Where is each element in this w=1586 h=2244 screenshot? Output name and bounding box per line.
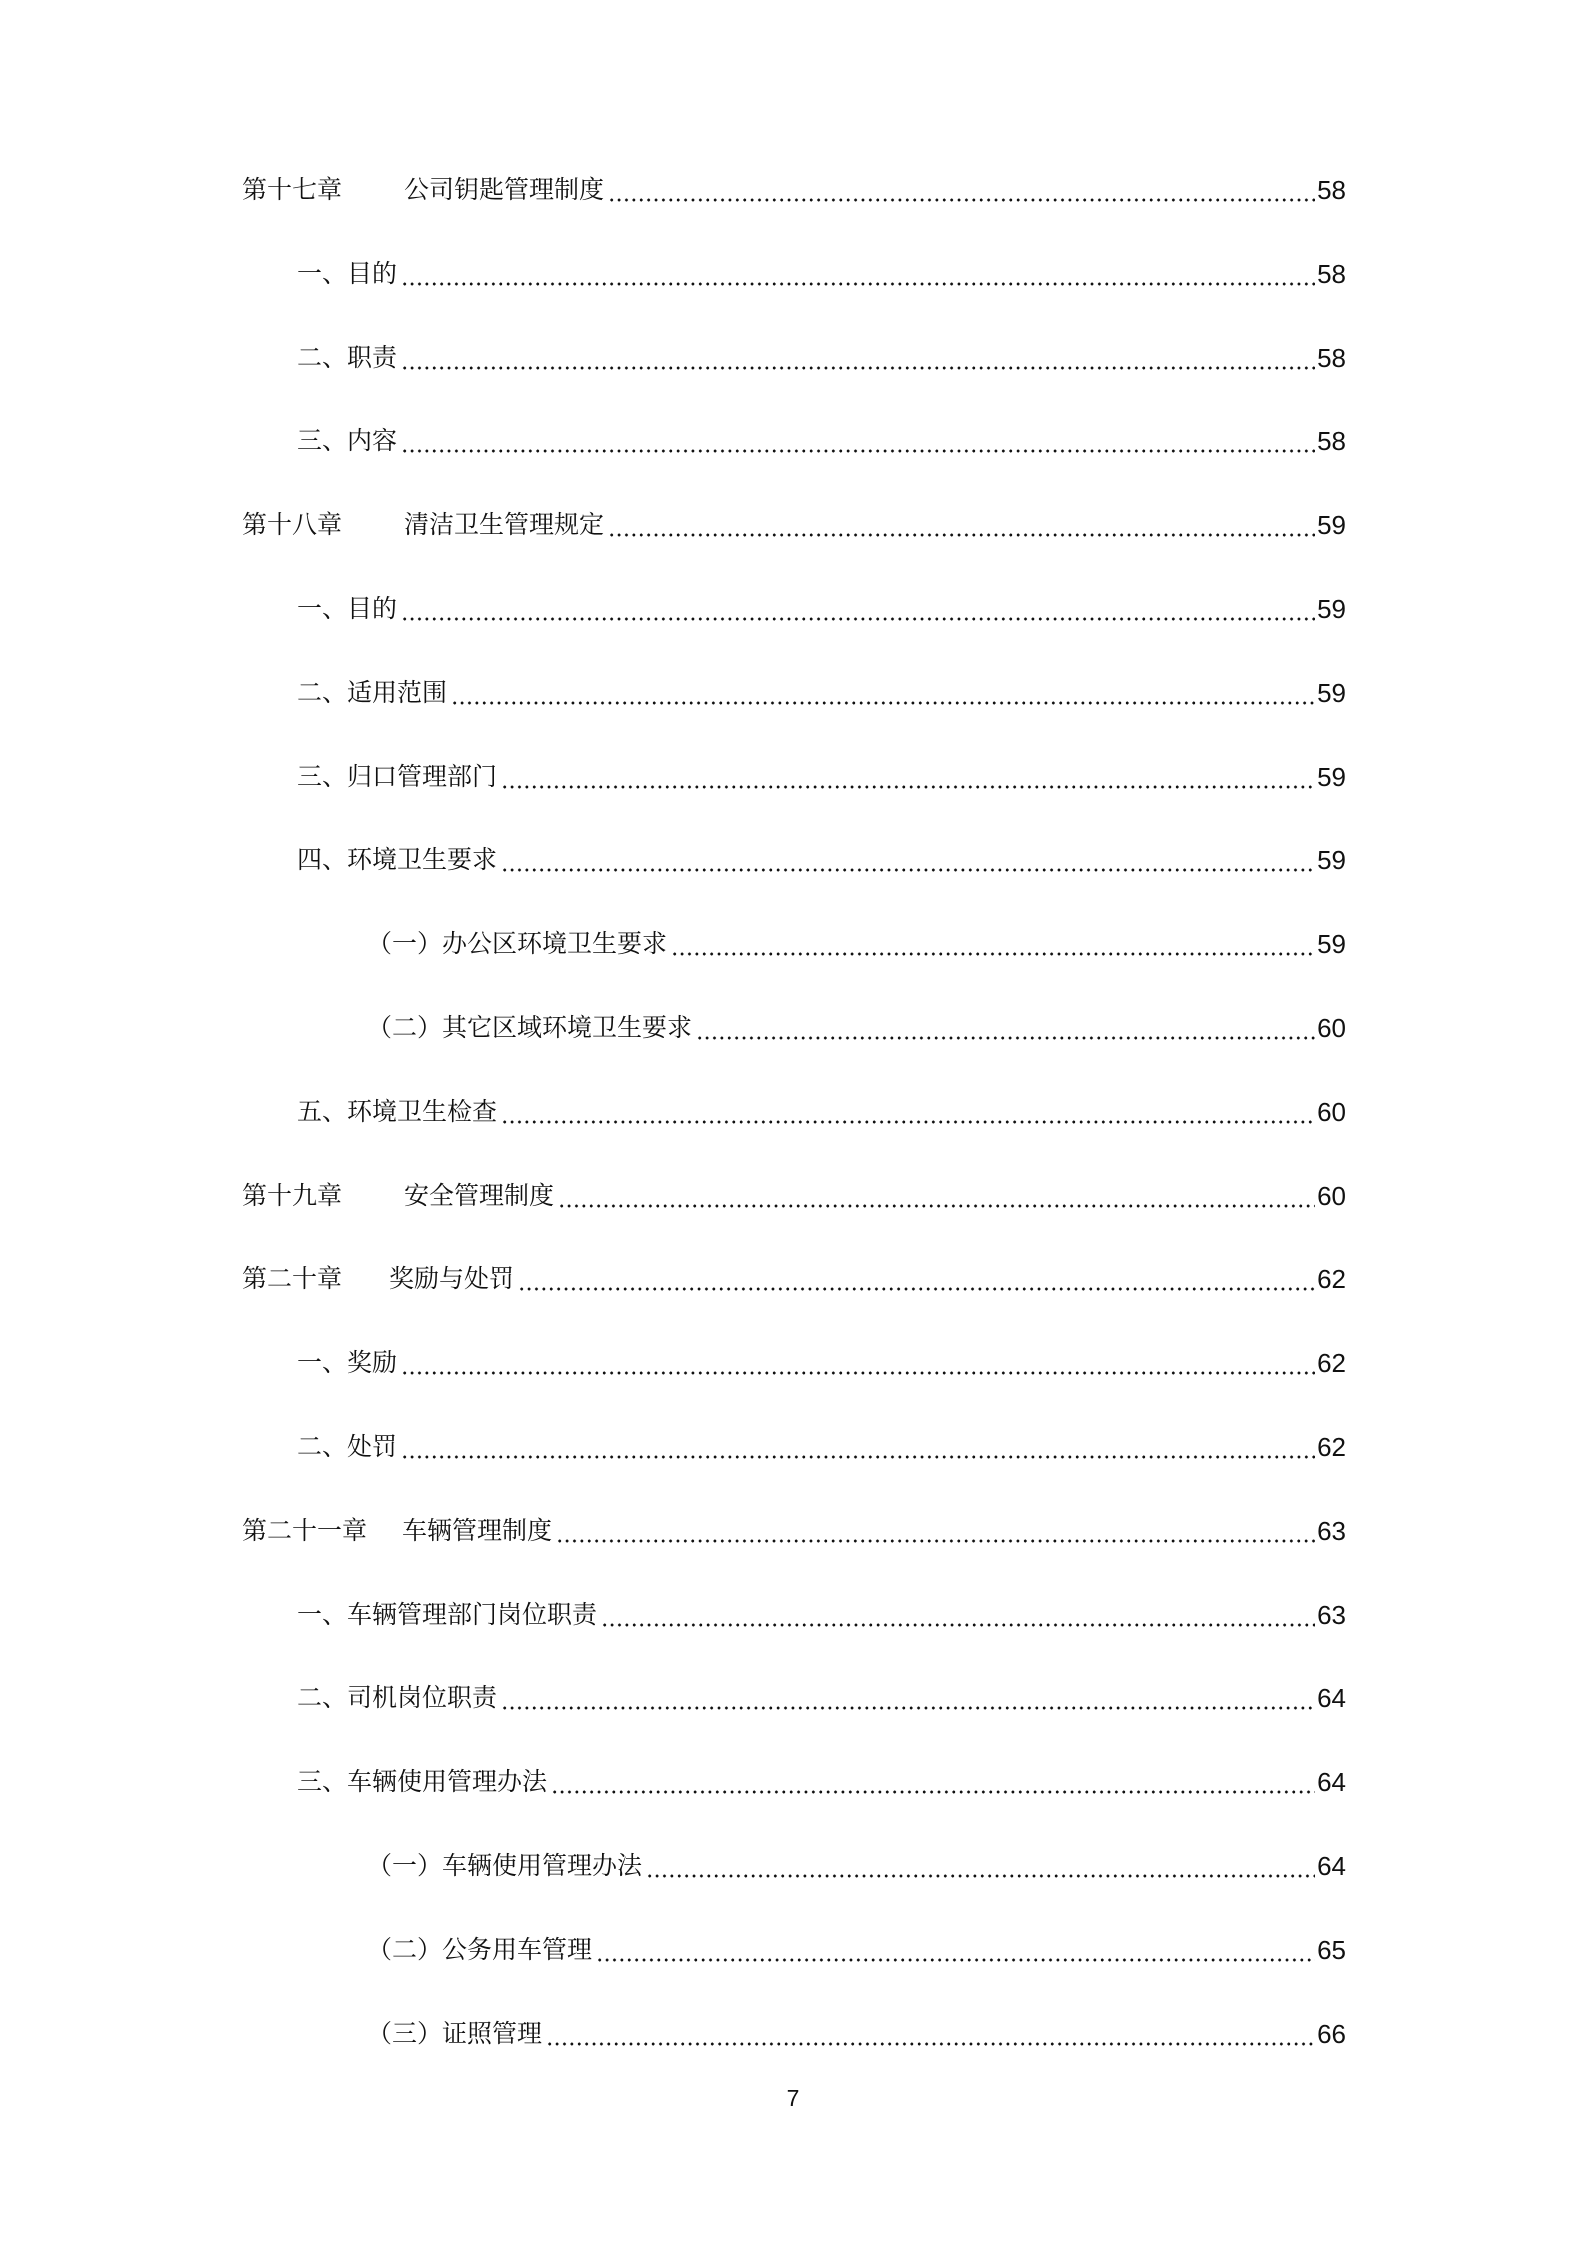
toc-entry-page: 66 — [1317, 2018, 1346, 2049]
toc-entry-number: 四、 — [297, 845, 348, 875]
dot-leader — [646, 1846, 1315, 1886]
toc-entry-title: 办公区环境卫生要求 — [442, 929, 668, 959]
dot-leader — [501, 1678, 1315, 1718]
toc-entry-title: 奖励 — [347, 1348, 398, 1378]
toc-entry-page: 64 — [1317, 1767, 1346, 1798]
toc-entry-label — [297, 1343, 397, 1383]
toc-entry-label — [297, 1427, 397, 1467]
dot-leader — [401, 1427, 1315, 1467]
toc-entry-title: 职责 — [347, 342, 398, 372]
toc-entry-title: 目的 — [347, 258, 398, 288]
toc-entry-label — [297, 1595, 597, 1635]
toc-entry-level-1[interactable] — [242, 170, 1346, 210]
toc-entry-page: 64 — [1317, 1851, 1346, 1881]
toc-entry-number: 一、 — [297, 594, 348, 623]
toc-entry-page: 59 — [1317, 510, 1346, 541]
toc-entry-label — [297, 589, 397, 629]
toc-entry-label — [242, 170, 604, 210]
toc-entry-page: 62 — [1317, 1264, 1346, 1295]
toc-entry-page: 59 — [1317, 761, 1346, 792]
toc-entry-level-2[interactable] — [242, 589, 1346, 629]
toc-entry-page: 58 — [1317, 175, 1346, 205]
toc-entry-level-2[interactable] — [242, 840, 1346, 880]
toc-entry-level-2[interactable] — [242, 254, 1346, 294]
dot-leader — [551, 1762, 1315, 1802]
dot-leader — [608, 170, 1315, 210]
toc-entry-title: 安全管理制度 — [404, 1180, 555, 1210]
toc-entry-number: 三、 — [297, 1767, 348, 1797]
toc-entry-number: 第十九章 — [242, 1180, 343, 1210]
dot-leader — [546, 2014, 1315, 2054]
toc-entry-number: 第十八章 — [242, 510, 343, 540]
toc-entry-level-1[interactable] — [242, 1176, 1346, 1216]
toc-entry-title: 环境卫生要求 — [347, 845, 498, 875]
toc-entry-number: 五、 — [297, 1096, 348, 1126]
dot-leader — [501, 1092, 1315, 1132]
dot-leader — [501, 840, 1315, 880]
toc-entry-level-3[interactable] — [242, 924, 1346, 964]
toc-entry-number: 一、 — [297, 1599, 348, 1629]
toc-entry-level-3[interactable] — [242, 1008, 1346, 1048]
toc-entry-page: 60 — [1317, 1013, 1346, 1043]
toc-entry-number: 第十七章 — [242, 175, 343, 204]
toc-entry-page: 59 — [1317, 929, 1346, 960]
toc-entry-label — [367, 1846, 642, 1886]
toc-entry-page: 59 — [1317, 845, 1346, 876]
toc-entry-number: （二） — [367, 1013, 443, 1042]
toc-entry-label — [297, 757, 497, 797]
toc-entry-title: 目的 — [347, 594, 398, 623]
dot-leader — [601, 1595, 1315, 1635]
toc-entry-title: 环境卫生检查 — [347, 1096, 498, 1126]
toc-entry-title: 清洁卫生管理规定 — [404, 510, 605, 540]
toc-entry-level-2[interactable] — [242, 1092, 1346, 1132]
toc-entry-level-1[interactable] — [242, 1511, 1346, 1551]
toc-entry-label — [297, 338, 397, 378]
toc-entry-title: 司机岗位职责 — [347, 1683, 498, 1713]
toc-entry-number: 二、 — [297, 1432, 348, 1461]
dot-leader — [608, 505, 1315, 545]
toc-entry-label — [367, 924, 667, 964]
toc-entry-title: 公司钥匙管理制度 — [404, 175, 605, 204]
toc-entry-number: 二、 — [297, 342, 348, 372]
dot-leader — [556, 1511, 1315, 1551]
toc-entry-level-2[interactable] — [242, 673, 1346, 713]
toc-entry-label — [297, 1092, 497, 1132]
toc-entry-level-2[interactable] — [242, 757, 1346, 797]
toc-entry-page: 62 — [1317, 1432, 1346, 1462]
toc-entry-number: 二、 — [297, 677, 348, 707]
toc-entry-page: 58 — [1317, 426, 1346, 457]
toc-entry-page: 60 — [1317, 1096, 1346, 1127]
toc-entry-label — [297, 1762, 547, 1802]
toc-entry-number: （一） — [367, 929, 443, 959]
toc-entry-title: 车辆使用管理办法 — [442, 1851, 643, 1880]
dot-leader — [401, 338, 1315, 378]
toc-entry-page: 58 — [1317, 258, 1346, 289]
toc-entry-level-2[interactable] — [242, 1762, 1346, 1802]
toc-entry-level-2[interactable] — [242, 1343, 1346, 1383]
toc-entry-label — [367, 1930, 592, 1970]
toc-entry-title: 内容 — [347, 426, 398, 456]
toc-entry-title: 公务用车管理 — [442, 1934, 593, 1964]
toc-entry-page: 65 — [1317, 1934, 1346, 1965]
toc-entry-level-2[interactable] — [242, 1427, 1346, 1467]
toc-entry-title: 证照管理 — [442, 2018, 543, 2048]
toc-entry-level-1[interactable] — [242, 505, 1346, 545]
toc-entry-level-1[interactable] — [242, 1259, 1346, 1299]
toc-entry-level-3[interactable] — [242, 1930, 1346, 1970]
toc-entry-title: 处罚 — [347, 1432, 398, 1461]
toc-entry-title: 车辆使用管理办法 — [347, 1767, 548, 1797]
toc-entry-number: 三、 — [297, 426, 348, 456]
toc-entry-level-2[interactable] — [242, 1595, 1346, 1635]
toc-entry-number: 一、 — [297, 1348, 348, 1378]
toc-entry-number: 三、 — [297, 761, 348, 791]
toc-entry-level-2[interactable] — [242, 1678, 1346, 1718]
toc-entry-level-2[interactable] — [242, 338, 1346, 378]
toc-entry-title: 归口管理部门 — [347, 761, 498, 791]
toc-entry-page: 60 — [1317, 1180, 1346, 1211]
toc-entry-number: 二、 — [297, 1683, 348, 1713]
toc-entry-title: 车辆管理部门岗位职责 — [347, 1599, 598, 1629]
toc-entry-level-3[interactable] — [242, 1846, 1346, 1886]
toc-entry-page: 59 — [1317, 594, 1346, 624]
dot-leader — [451, 673, 1315, 713]
toc-entry-label — [297, 421, 397, 461]
dot-leader — [401, 589, 1315, 629]
toc-entry-title: 奖励与处罚 — [389, 1264, 515, 1294]
dot-leader — [501, 757, 1315, 797]
toc-entry-label — [297, 254, 397, 294]
toc-entry-title: 适用范围 — [347, 677, 448, 707]
toc-entry-page: 58 — [1317, 342, 1346, 373]
toc-entry-page: 59 — [1317, 677, 1346, 708]
toc-entry-label — [242, 1259, 514, 1299]
toc-entry-level-2[interactable] — [242, 421, 1346, 461]
toc-entry-label — [367, 1008, 692, 1048]
dot-leader — [401, 1343, 1315, 1383]
toc-entry-label — [242, 1176, 554, 1216]
dot-leader — [671, 924, 1315, 964]
dot-leader — [696, 1008, 1315, 1048]
toc-entry-title: 其它区域环境卫生要求 — [442, 1013, 693, 1042]
page-number: 7 — [786, 2085, 800, 2111]
toc-entry-number: 第二十章 — [242, 1264, 343, 1294]
toc-entry-label — [367, 2014, 542, 2054]
toc-entry-level-3[interactable] — [242, 2014, 1346, 2054]
toc-entry-page: 63 — [1317, 1515, 1346, 1546]
toc-entry-label — [242, 1511, 552, 1551]
toc-entry-number: （三） — [367, 2018, 443, 2048]
toc-entry-label — [297, 673, 447, 713]
dot-leader — [401, 254, 1315, 294]
toc-entry-page: 64 — [1317, 1683, 1346, 1714]
toc-entry-label — [242, 505, 604, 545]
dot-leader — [558, 1176, 1315, 1216]
dot-leader — [596, 1930, 1315, 1970]
toc-entry-title: 车辆管理制度 — [402, 1515, 553, 1545]
toc-entry-number: 第二十一章 — [242, 1515, 368, 1545]
toc-entry-label — [297, 1678, 497, 1718]
dot-leader — [518, 1259, 1315, 1299]
toc-entry-number: （一） — [367, 1851, 443, 1880]
dot-leader — [401, 421, 1315, 461]
toc-entry-number: 一、 — [297, 258, 348, 288]
toc-entry-page: 63 — [1317, 1599, 1346, 1630]
toc-entry-page: 62 — [1317, 1348, 1346, 1379]
toc-entry-label — [297, 840, 497, 880]
toc-entry-number: （二） — [367, 1934, 443, 1964]
